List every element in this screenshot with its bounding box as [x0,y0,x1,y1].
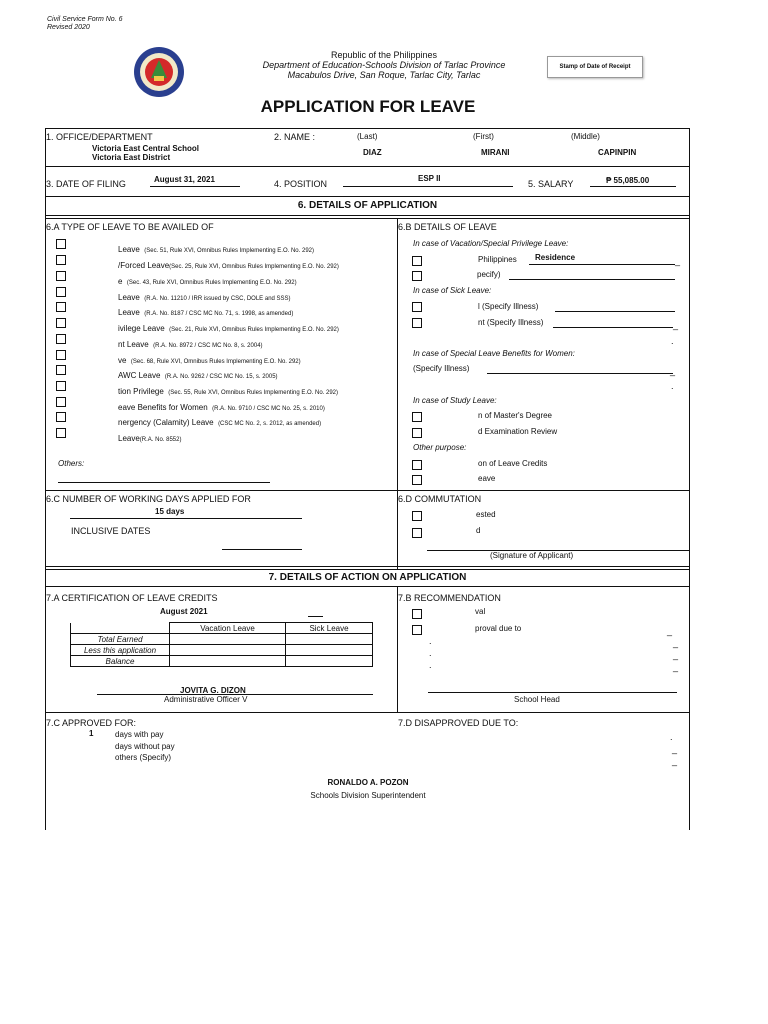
recommendation-checkbox-2[interactable] [412,625,422,635]
page-title: APPLICATION FOR LEAVE [260,97,476,116]
leave-type-item-4: Leave (R.A. No. 8187 / CSC MC No. 71, s. 1998, as amended) [118,308,294,317]
table-row [71,656,373,667]
table-row [71,623,373,634]
other-purpose-option-1: on of Leave Credits [478,459,548,468]
sick-checkbox-1[interactable] [412,302,422,312]
middle-name-value: CAPINPIN [598,148,637,157]
section6b-label: 6.B DETAILS OF LEAVE [398,222,497,232]
first-name-value: MIRANI [481,148,510,157]
leave-type-item-8: AWC Leave (R.A. No. 9262 / CSC MC No. 15, s. 2005) [118,371,278,380]
applicant-signature-label: (Signature of Applicant) [490,551,574,560]
header-republic: Republic of the Philippines [330,50,438,60]
leave-type-checkbox-12[interactable] [56,428,66,438]
other-purpose-header: Other purpose: [413,443,467,452]
leave-type-item-1: /Forced Leave(Sec. 25, Rule XVI, Omnibus Rules Implementing E.O. No. 292) [118,261,339,270]
section6c-label: 6.C NUMBER OF WORKING DAYS APPLIED FOR [46,494,251,504]
filing-value: August 31, 2021 [154,175,215,184]
section7d-label: 7.D DISAPPROVED DUE TO: [398,718,519,728]
name-label: 2. NAME : [274,132,316,142]
leave-type-checkbox-7[interactable] [56,350,66,360]
leave-type-item-5: ivilege Leave (Sec. 21, Rule XVI, Omnibus Rules Implementing E.O. No. 292) [118,324,339,333]
form-revision: Revised 2020 [47,24,90,31]
table-cell[interactable] [170,645,286,656]
table-cell[interactable] [170,634,286,645]
leave-type-checkbox-0[interactable] [56,239,66,249]
table-cell[interactable] [286,634,373,645]
section7-title: 7. DETAILS OF ACTION ON APPLICATION [268,572,467,583]
vacation-leave-header: Vacation Leave [170,623,286,634]
vacation-checkbox-2[interactable] [412,271,422,281]
credits-as-of: August 2021 [160,607,208,616]
days-with-pay-count: 1 [89,729,94,738]
table-row [71,645,373,656]
filing-label: 3. DATE OF FILING [46,179,126,189]
position-label: 4. POSITION [274,179,328,189]
table-cell[interactable] [170,656,286,667]
header-address: Macabulos Drive, San Roque, Tarlac City, Tarlac [287,70,481,80]
inclusive-dates-label: INCLUSIVE DATES [71,526,151,536]
salary-value: ₱ 55,085.00 [606,176,650,185]
leave-type-checkbox-4[interactable] [56,302,66,312]
women-header: In case of Special Leave Benefits for Women: [413,349,575,358]
sick-option-1: l (Specify Illness) [478,302,539,311]
other-purpose-option-2: eave [478,474,496,483]
days-applied-value: 15 days [155,507,185,516]
commutation-checkbox-1[interactable] [412,511,422,521]
days-without-pay-label: days without pay [115,742,175,751]
section7c-label: 7.C APPROVED FOR: [46,718,137,728]
certifier-title: Administrative Officer V [164,695,248,704]
office-line1: Victoria East Central School [92,144,199,153]
middle-name-label: (Middle) [571,132,600,141]
leave-type-checkbox-11[interactable] [56,412,66,422]
header-department: Department of Education-Schools Division of Tarlac Province [262,60,506,70]
leave-type-item-10: eave Benefits for Women (R.A. No. 9710 / CSC MC No. 25, s. 2010) [118,403,325,412]
recommendation-option-1: val [475,607,486,616]
study-checkbox-2[interactable] [412,428,422,438]
leave-type-checkbox-1[interactable] [56,255,66,265]
leave-type-checkbox-5[interactable] [56,318,66,328]
others-line[interactable] [58,482,270,483]
leave-type-checkbox-9[interactable] [56,381,66,391]
leave-type-item-3: Leave (R.A. No. 11210 / IRR issued by CSC, DOLE and SSS) [118,293,291,302]
vacation-checkbox-1[interactable] [412,256,422,266]
leave-type-item-6: nt Leave (R.A. No. 8972 / CSC MC No. 8, s. 2004) [118,340,263,349]
study-option-2: d Examination Review [478,427,558,436]
leave-type-item-12: Leave(R.A. No. 8552) [118,434,182,443]
others-label: Others: [58,459,85,468]
others-specify-label: others (Specify) [115,753,172,762]
study-option-1: n of Master's Degree [478,411,553,420]
days-with-pay-label: days with pay [115,730,164,739]
office-label: 1. OFFICE/DEPARTMENT [46,132,153,142]
last-name-label: (Last) [357,132,378,141]
first-name-label: (First) [473,132,494,141]
vacation-option-2: pecify) [477,270,501,279]
recommendation-option-2: proval due to [475,624,522,633]
less-this-application-label: Less this application [71,645,170,656]
commutation-option-2: d [476,526,481,535]
form-number: Civil Service Form No. 6 [47,16,123,23]
leave-type-item-7: ve (Sec. 68, Rule XVI, Omnibus Rules Implementing E.O. No. 292) [118,356,301,365]
leave-type-checkbox-3[interactable] [56,287,66,297]
other-purpose-checkbox-2[interactable] [412,475,422,485]
sick-checkbox-2[interactable] [412,318,422,328]
leave-type-item-9: tion Privilege (Sec. 55, Rule XVI, Omnibus Rules Implementing E.O. No. 292) [118,387,339,396]
leave-type-checkbox-8[interactable] [56,365,66,375]
study-checkbox-1[interactable] [412,412,422,422]
total-earned-label: Total Earned [71,634,170,645]
sick-header: In case of Sick Leave: [413,286,492,295]
commutation-checkbox-2[interactable] [412,528,422,538]
vacation-option-1: Philippines [478,255,517,264]
recommendation-title: School Head [514,695,560,704]
section7b-label: 7.B RECOMMENDATION [398,593,501,603]
sick-leave-header: Sick Leave [286,623,373,634]
vacation-header: In case of Vacation/Special Privilege Leave: [413,239,569,248]
other-purpose-checkbox-1[interactable] [412,460,422,470]
sick-option-2: nt (Specify Illness) [478,318,544,327]
section6d-label: 6.D COMMUTATION [398,494,482,504]
certifier-name: JOVITA G. DIZON [180,686,246,695]
table-row [71,634,373,645]
leave-type-item-11: nergency (Calamity) Leave (CSC MC No. 2, s. 2012, as amended) [118,418,322,427]
table-cell [71,623,170,634]
table-cell[interactable] [286,656,373,667]
receipt-stamp-label: Stamp of Date of Receipt [559,64,631,70]
recommendation-checkbox-1[interactable] [412,609,422,619]
last-name-value: DIAZ [363,148,382,157]
study-header: In case of Study Leave: [413,396,497,405]
leave-type-checkbox-2[interactable] [56,271,66,281]
table-cell[interactable] [286,645,373,656]
position-value: ESP II [418,174,441,183]
section6a-label: 6.A TYPE OF LEAVE TO BE AVAILED OF [46,222,214,232]
leave-type-checkbox-10[interactable] [56,397,66,407]
office-line2: Victoria East District [92,153,171,162]
leave-type-item-0: Leave (Sec. 51, Rule XVI, Omnibus Rules Implementing E.O. No. 292) [118,245,314,254]
balance-label: Balance [71,656,170,667]
section7a-label: 7.A CERTIFICATION OF LEAVE CREDITS [46,593,218,603]
receipt-stamp-box [547,56,643,78]
leave-type-checkbox-6[interactable] [56,334,66,344]
leave-credits-table [70,622,373,667]
approver-title: Schools Division Superintendent [310,791,426,800]
section6-title: 6. DETAILS OF APPLICATION [297,200,438,211]
approver-name: RONALDO A. POZON [327,778,409,787]
commutation-option-1: ested [476,510,496,519]
salary-label: 5. SALARY [528,179,574,189]
leave-type-item-2: e (Sec. 43, Rule XVI, Omnibus Rules Implementing E.O. No. 292) [118,277,297,286]
vacation-value: Residence [535,253,576,262]
women-option: (Specify Illness) [413,364,470,373]
